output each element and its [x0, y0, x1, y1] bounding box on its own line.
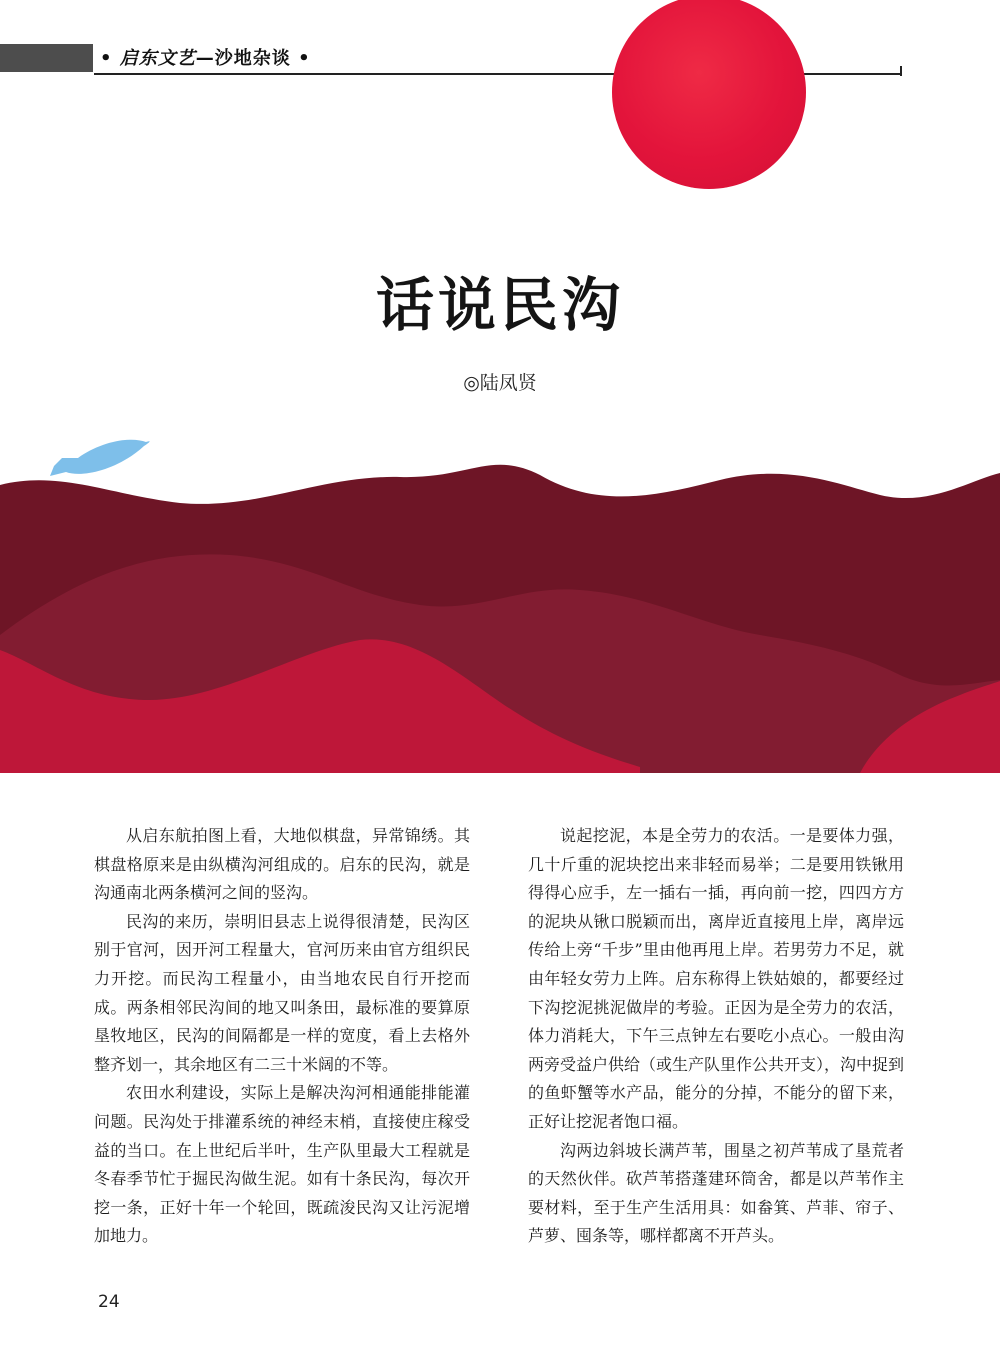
page-number: 24 — [98, 1292, 120, 1312]
header-section: 沙地杂谈 — [214, 48, 291, 69]
paragraph: 农田水利建设，实际上是解决沟河相通能排能灌问题。民沟处于排灌系统的神经末梢，直接使庄稼受益的当口。在上世纪后半叶，生产队里最大工程就是冬春季节忙于掘民沟做生泥。如有十条民沟，每次开挖一条，正好十年一个轮回，既疏浚民沟又让污泥增加地力。 — [94, 1083, 470, 1246]
text-column-left — [94, 822, 470, 1251]
section-header — [100, 46, 311, 72]
paragraph: 说起挖泥，本是全劳力的农活。一是要体力强，几十斤重的泥块挖出来非轻而易举；二是要用铁锹用得得心应手，左一插右一插，再向前一挖，四四方方的泥块从锹口脱颖而出，离岸近直接甩上岸，离岸远传给上旁“千步”里由他再甩上岸。若男劳力不足，就由年轻女劳力上阵。启东称得上铁姑娘的，都要经过下沟挖泥挑泥做岸的考验。正因为是全劳力的农活，体力消耗大，下午三点钟左右要吃小点心。一般由沟两旁受益户供给（或生产队里作公共开支），沟中捉到的鱼虾蟹等水产品，能分的分掉，不能分的留下来，正好让挖泥者饱口福。 — [528, 826, 905, 1131]
header-bullet-left: • — [100, 48, 113, 69]
author-byline: ◎陆凤贤 — [463, 372, 537, 394]
red-sun-illustration — [612, 0, 806, 189]
header-rule-end — [900, 66, 902, 76]
header-bullet-right: • — [298, 48, 311, 69]
header-accent-block — [0, 44, 93, 72]
paragraph: 沟两边斜坡长满芦苇，围垦之初芦苇成了垦荒者的天然伙伴。砍芦苇搭蓬建环筒舍，都是以芦苇作主要材料，至于生产生活用具：如畚箕、芦菲、帘子、芦萝、囤条等，哪样都离不开芦头。 — [528, 1140, 904, 1246]
header-brand: 启东文艺 — [119, 48, 196, 69]
paragraph: 从启东航拍图上看，大地似棋盘，异常锦绣。其棋盘格原来是由纵横沟河组成的。启东的民沟，就是沟通南北两条横河之间的竖沟。 — [94, 826, 470, 903]
text-column-right — [528, 822, 904, 1251]
rolling-hills-illustration — [0, 455, 1000, 773]
paragraph: 民沟的来历，崇明旧县志上说得很清楚，民沟区别于官河，因开河工程量大，官河历来由官方组织民力开挖。而民沟工程量小，由当地农民自行开挖而成。两条相邻民沟间的地又叫条田，最标准的要算原垦牧地区，民沟的间隔都是一样的宽度，看上去格外整齐划一，其余地区有二三十米阔的不等。 — [94, 911, 470, 1074]
article-title: 话说民沟 — [375, 271, 624, 339]
header-dash: — — [195, 48, 215, 69]
